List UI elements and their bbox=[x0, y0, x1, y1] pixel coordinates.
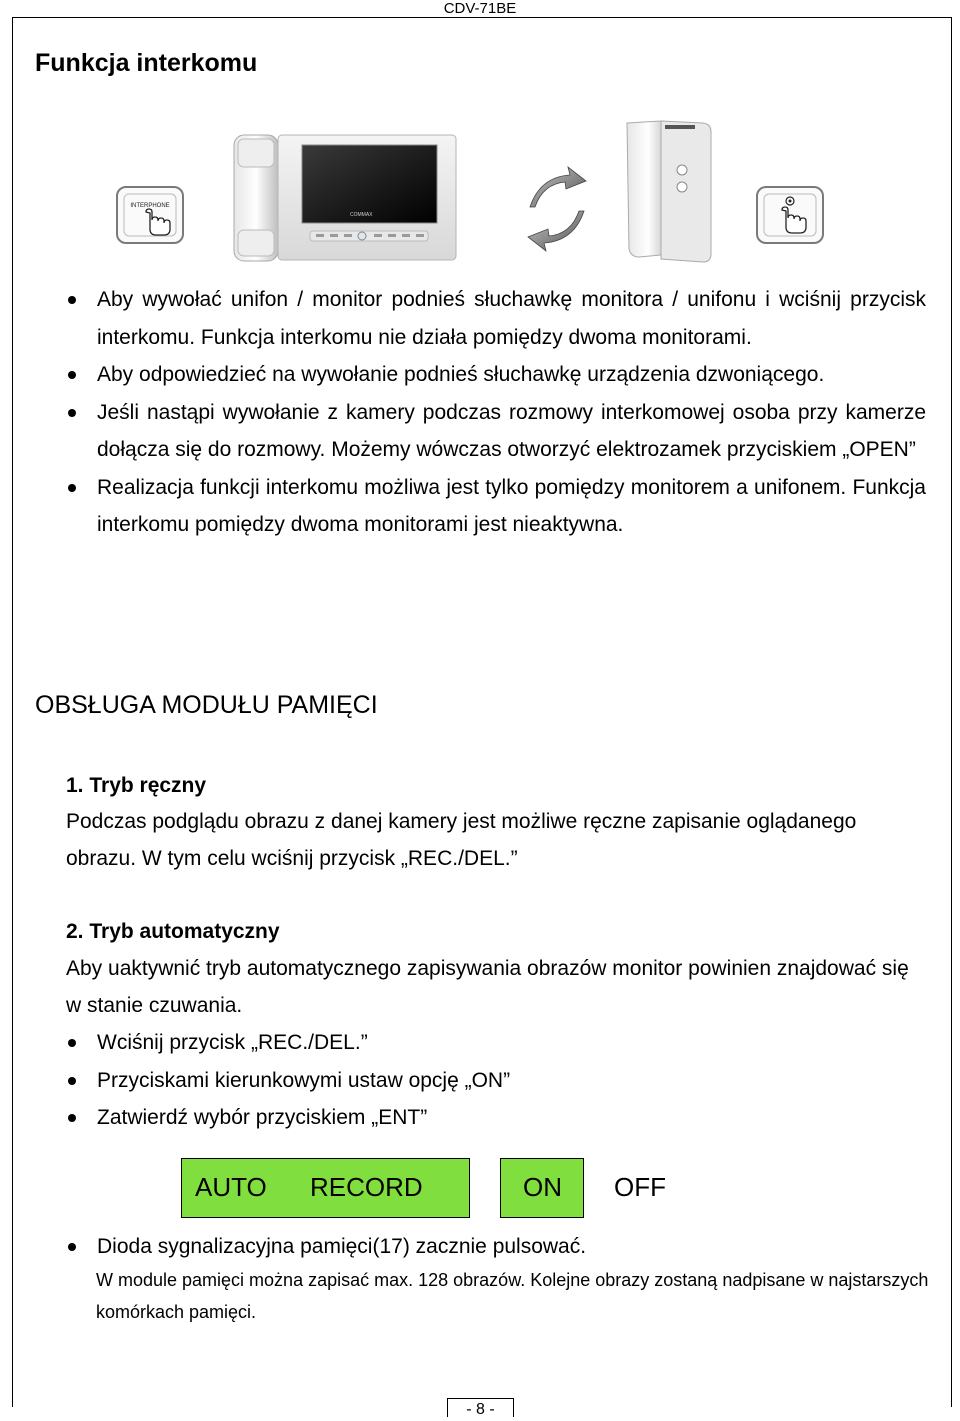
auto-mode-subtitle: 2. Tryb automatyczny bbox=[66, 920, 280, 943]
manual-mode-text: Podczas podglądu obrazu z danej kamery jest możliwe ręczne zapisanie oglądanego obrazu. W tym celu wciśnij przycisk „REC./DEL.” bbox=[66, 810, 857, 870]
page-number: - 8 - bbox=[447, 1398, 514, 1417]
display-option-on: ON bbox=[523, 1172, 562, 1202]
section-title-memory: OBSŁUGA MODUŁU PAMIĘCI bbox=[35, 691, 378, 719]
led-bullet-list bbox=[66, 1228, 926, 1266]
display-label-record: RECORD bbox=[310, 1172, 423, 1202]
model-code: CDV-71BE bbox=[443, 0, 517, 17]
display-label-auto: AUTO bbox=[195, 1172, 267, 1202]
memory-note: W module pamięci można zapisać max. 128 obrazów. Kolejne obrazy zostaną nadpisane w najstarszych komórkach pamięci. bbox=[96, 1270, 929, 1322]
list-item: Realizacja funkcji interkomu możliwa jest tylko pomiędzy monitorem a unifonem. Funkcja interkomu pomiędzy dwoma monitorami jest nieaktywna. bbox=[66, 469, 926, 544]
monitor-brand-label: COMMAX bbox=[350, 212, 373, 218]
interphone-handset-icon bbox=[627, 121, 711, 262]
auto-mode-text: Aby uaktywnić tryb automatycznego zapisywania obrazów monitor powinien znajdować się w stanie czuwania. bbox=[66, 957, 909, 1017]
list-item: Aby wywołać unifon / monitor podnieś słuchawkę monitora / unifonu i wciśnij przycisk interkomu. Funkcja interkomu nie działa pomiędzy dwoma monitorami. bbox=[66, 281, 926, 356]
list-item: Jeśli nastąpi wywołanie z kamery podczas rozmowy interkomowej osoba przy kamerze dołącza się do rozmowy. Możemy wówczas otworzyć elektrozamek przyciskiem „OPEN” bbox=[66, 394, 926, 469]
manual-mode-subtitle: 1. Tryb ręczny bbox=[66, 774, 207, 797]
interphone-button-label: INTERPHONE bbox=[130, 203, 170, 209]
call-button-icon bbox=[757, 187, 823, 243]
list-item: Zatwierdź wybór przyciskiem „ENT” bbox=[66, 1099, 926, 1137]
interphone-button-icon bbox=[117, 187, 183, 243]
section-title-intercom: Funkcja interkomu bbox=[35, 49, 258, 77]
list-item: Aby odpowiedzieć na wywołanie podnieś słuchawkę urządzenia dzwoniącego. bbox=[66, 356, 926, 394]
list-item: Dioda sygnalizacyjna pamięci(17) zacznie pulsować. bbox=[66, 1228, 926, 1266]
exchange-arrows-icon bbox=[528, 167, 586, 251]
intercom-bullet-list bbox=[66, 281, 926, 544]
list-item: Przyciskami kierunkowymi ustaw opcję „ON” bbox=[66, 1062, 926, 1100]
display-option-off: OFF bbox=[614, 1172, 666, 1202]
intercom-illustration bbox=[110, 115, 830, 270]
list-item: Wciśnij przycisk „REC./DEL.” bbox=[66, 1024, 926, 1062]
auto-steps-list bbox=[66, 1024, 926, 1137]
video-monitor-icon bbox=[234, 135, 456, 261]
